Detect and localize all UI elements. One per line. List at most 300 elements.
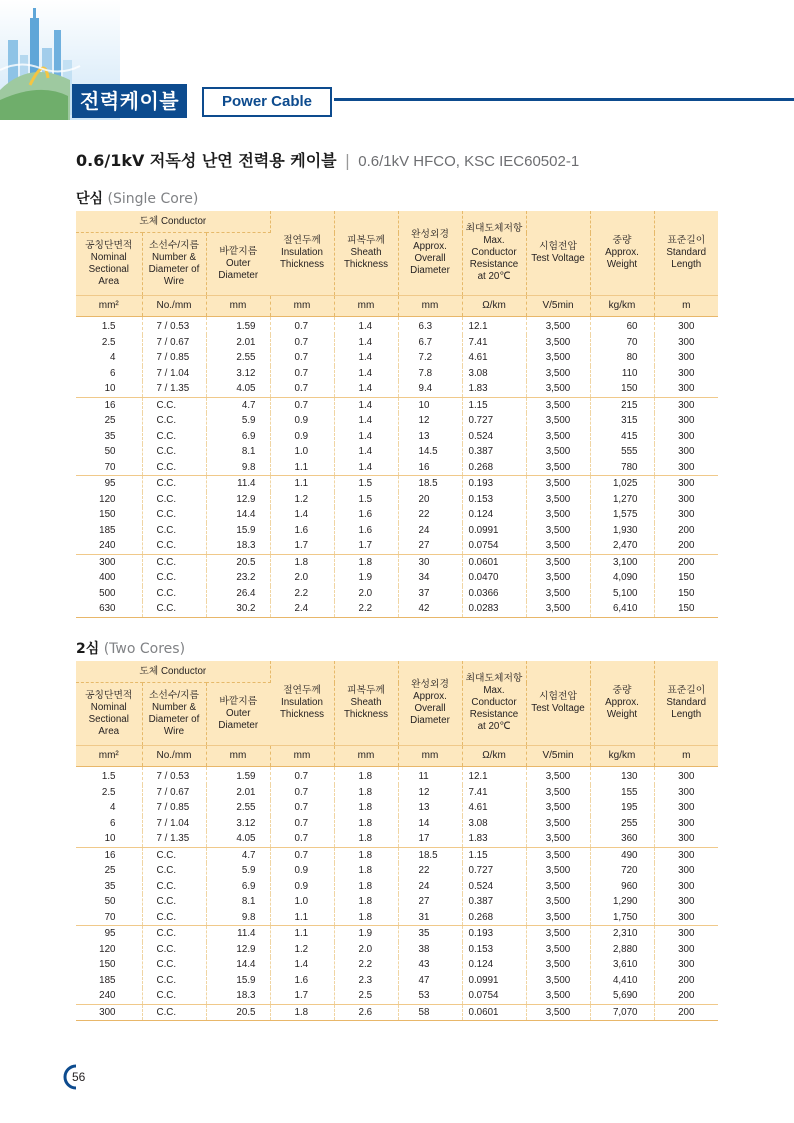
- cell-weight: 1,930: [590, 523, 654, 539]
- section-heading-english: (Two Cores): [103, 641, 186, 657]
- cell-weight: 315: [590, 413, 654, 429]
- cell-test-voltage: 3,500: [526, 523, 590, 539]
- spec-table-single-core: [76, 211, 718, 618]
- cell-insulation: 0.7: [270, 366, 334, 382]
- cell-overall-diameter: 27: [398, 538, 462, 554]
- header-max-conductor-resistance-line: Resistance: [469, 708, 519, 720]
- header-unit: V/5min: [526, 296, 590, 317]
- cell-nominal-area: 10: [76, 381, 142, 397]
- cell-wire: C.C.: [142, 957, 206, 973]
- cell-weight: 960: [590, 879, 654, 895]
- header-number-diameter-wire: [142, 233, 206, 296]
- cell-weight: 555: [590, 444, 654, 460]
- section-heading-korean: 2심: [76, 641, 100, 657]
- cell-outer-diameter: 15.9: [206, 973, 270, 989]
- cell-wire: C.C.: [142, 863, 206, 879]
- table-row: [76, 879, 718, 895]
- cell-resistance: 12.1: [462, 317, 526, 335]
- cell-nominal-area: 35: [76, 879, 142, 895]
- header-test-voltage-line: Test Voltage: [531, 703, 585, 714]
- cell-resistance: 0.193: [462, 926, 526, 942]
- cell-nominal-area: 95: [76, 476, 142, 492]
- cell-weight: 2,470: [590, 538, 654, 554]
- cell-resistance: 0.387: [462, 894, 526, 910]
- cell-test-voltage: 3,500: [526, 554, 590, 570]
- header-overall-diameter-line: Diameter: [410, 714, 450, 726]
- cell-overall-diameter: 7.8: [398, 366, 462, 382]
- table-row: [76, 523, 718, 539]
- cell-nominal-area: 240: [76, 988, 142, 1004]
- header-test-voltage-line: Test Voltage: [531, 253, 585, 264]
- cell-nominal-area: 2.5: [76, 335, 142, 351]
- cell-outer-diameter: 14.4: [206, 507, 270, 523]
- banner-title-korean: 전력케이블: [72, 84, 187, 118]
- cell-outer-diameter: 4.7: [206, 397, 270, 413]
- cell-weight: 6,410: [590, 601, 654, 617]
- cell-outer-diameter: 12.9: [206, 492, 270, 508]
- header-insulation-thickness-line: Insulation: [281, 247, 323, 259]
- cell-nominal-area: 70: [76, 460, 142, 476]
- cell-sheath: 2.5: [334, 988, 398, 1004]
- cell-nominal-area: 300: [76, 554, 142, 570]
- cell-insulation: 1.1: [270, 460, 334, 476]
- cell-nominal-area: 120: [76, 492, 142, 508]
- cell-test-voltage: 3,500: [526, 492, 590, 508]
- cell-insulation: 0.7: [270, 847, 334, 863]
- cell-outer-diameter: 3.12: [206, 366, 270, 382]
- cell-sheath: 1.8: [334, 785, 398, 801]
- cell-insulation: 0.9: [270, 429, 334, 445]
- header-outer-diameter-line: Outer: [225, 258, 251, 270]
- cell-overall-diameter: 13: [398, 429, 462, 445]
- header-insulation-thickness-line: 절연두께: [283, 685, 321, 697]
- cell-sheath: 1.8: [334, 879, 398, 895]
- header-number-diameter-wire-line: Diameter of: [148, 264, 200, 275]
- cell-weight: 7,070: [590, 1004, 654, 1021]
- cell-test-voltage: 3,500: [526, 570, 590, 586]
- header-nominal-sectional-area-line: 공칭단면적: [85, 690, 133, 702]
- header-max-conductor-resistance: [462, 661, 526, 746]
- table-row: [76, 973, 718, 989]
- cell-test-voltage: 3,500: [526, 444, 590, 460]
- table-row: [76, 444, 718, 460]
- header-approx-weight-line: 중량: [612, 235, 632, 247]
- cell-length: 300: [654, 926, 718, 942]
- section-heading-english: (Single Core): [107, 191, 199, 207]
- cell-nominal-area: 6: [76, 816, 142, 832]
- cell-outer-diameter: 9.8: [206, 910, 270, 926]
- cell-insulation: 0.7: [270, 335, 334, 351]
- cell-length: 150: [678, 587, 695, 599]
- cell-sheath: 2.0: [334, 942, 398, 958]
- cell-outer-diameter: 9.8: [206, 460, 270, 476]
- cell-resistance: 0.727: [462, 863, 526, 879]
- cell-nominal-area: 4: [76, 800, 142, 816]
- header-outer-diameter: [206, 683, 270, 746]
- cell-nominal-area: 1.5: [76, 767, 142, 785]
- header-standard-length-line: 표준길이: [667, 235, 706, 247]
- page-title-separator: |: [344, 151, 351, 170]
- cell-weight: 70: [590, 335, 654, 351]
- cell-insulation: 1.0: [270, 894, 334, 910]
- header-number-diameter-wire-line: Wire: [163, 275, 185, 287]
- cell-resistance: 1.83: [462, 831, 526, 847]
- cell-sheath: 1.4: [334, 460, 398, 476]
- header-unit: Ω/km: [462, 296, 526, 317]
- cell-nominal-area: 400: [76, 570, 142, 586]
- cell-resistance: 0.727: [462, 413, 526, 429]
- cell-outer-diameter: 3.12: [206, 816, 270, 832]
- header-max-conductor-resistance: [462, 211, 526, 296]
- cell-length: 300: [678, 352, 695, 364]
- cell-weight: 3,610: [590, 957, 654, 973]
- cell-test-voltage: 3,500: [526, 335, 590, 351]
- cell-sheath: 2.2: [334, 601, 398, 617]
- cell-nominal-area: 4: [76, 350, 142, 366]
- table-row: [76, 894, 718, 910]
- table-row: [76, 366, 718, 382]
- cell-outer-diameter: 8.1: [206, 444, 270, 460]
- cell-test-voltage: 3,500: [526, 538, 590, 554]
- header-outer-diameter-line: 바깥지름: [219, 246, 258, 258]
- cell-sheath: 1.4: [334, 335, 398, 351]
- header-nominal-sectional-area-line: Sectional: [88, 714, 129, 725]
- header-test-voltage-line: 시험전압: [539, 241, 577, 253]
- cell-outer-diameter: 14.4: [206, 957, 270, 973]
- header-nominal-sectional-area-line: Sectional: [88, 264, 129, 275]
- cell-length: 300: [678, 367, 695, 379]
- cell-test-voltage: 3,500: [526, 800, 590, 816]
- cell-sheath: 1.4: [334, 413, 398, 429]
- cell-insulation: 1.4: [270, 507, 334, 523]
- cell-test-voltage: 3,500: [526, 988, 590, 1004]
- cell-outer-diameter: 4.05: [206, 831, 270, 847]
- cell-sheath: 1.4: [334, 444, 398, 460]
- cell-insulation: 1.1: [270, 476, 334, 492]
- cell-sheath: 1.4: [334, 381, 398, 397]
- header-max-conductor-resistance-line: Max.: [483, 235, 505, 247]
- cell-weight: 255: [590, 816, 654, 832]
- cell-insulation: 2.2: [270, 586, 334, 602]
- cell-resistance: 0.268: [462, 910, 526, 926]
- cell-insulation: 0.7: [270, 800, 334, 816]
- cell-overall-diameter: 22: [398, 863, 462, 879]
- header-overall-diameter-line: Approx.: [413, 691, 447, 703]
- header-unit: mm: [334, 296, 398, 317]
- header-standard-length-line: Length: [671, 258, 702, 270]
- cell-length: 200: [678, 990, 695, 1002]
- cell-insulation: 0.9: [270, 863, 334, 879]
- cell-overall-diameter: 24: [398, 879, 462, 895]
- cell-resistance: 0.0366: [462, 586, 526, 602]
- cell-nominal-area: 70: [76, 910, 142, 926]
- cell-length: 300: [678, 786, 695, 798]
- cell-length: 300: [678, 880, 695, 892]
- cell-nominal-area: 95: [76, 926, 142, 942]
- cell-overall-diameter: 42: [398, 601, 462, 617]
- cell-resistance: 0.524: [462, 879, 526, 895]
- cell-sheath: 1.8: [334, 816, 398, 832]
- cell-nominal-area: 185: [76, 523, 142, 539]
- cell-overall-diameter: 35: [398, 926, 462, 942]
- header-insulation-thickness: [270, 661, 334, 746]
- cell-resistance: 1.15: [462, 847, 526, 863]
- header-nominal-sectional-area: [76, 233, 142, 296]
- cell-sheath: 1.8: [334, 831, 398, 847]
- cell-outer-diameter: 4.7: [206, 847, 270, 863]
- table-row: [76, 538, 718, 554]
- cell-test-voltage: 3,500: [526, 973, 590, 989]
- cell-length: 300: [678, 771, 695, 783]
- cell-test-voltage: 3,500: [526, 366, 590, 382]
- header-nominal-sectional-area-line: Nominal: [90, 702, 127, 714]
- header-sheath-thickness-line: 피복두께: [347, 235, 385, 247]
- cell-insulation: 0.7: [270, 317, 334, 335]
- header-approx-weight: [590, 211, 654, 296]
- cell-insulation: 1.2: [270, 942, 334, 958]
- cell-weight: 2,310: [590, 926, 654, 942]
- cell-wire: C.C.: [142, 444, 206, 460]
- section-heading-two-cores: [76, 638, 185, 658]
- table-row: [76, 460, 718, 476]
- cell-length: 300: [678, 896, 695, 908]
- page-number-badge: [62, 1064, 92, 1090]
- cell-outer-diameter: 18.3: [206, 988, 270, 1004]
- header-insulation-thickness-line: 절연두께: [283, 235, 321, 247]
- header-unit: Ω/km: [462, 746, 526, 767]
- cell-overall-diameter: 14: [398, 816, 462, 832]
- cell-sheath: 1.8: [334, 863, 398, 879]
- header-max-conductor-resistance-line: Conductor: [471, 247, 517, 259]
- cell-sheath: 1.9: [334, 570, 398, 586]
- cell-sheath: 2.0: [334, 586, 398, 602]
- cell-length: 300: [678, 383, 695, 395]
- cell-overall-diameter: 38: [398, 942, 462, 958]
- table-row: [76, 476, 718, 492]
- cell-overall-diameter: 9.4: [398, 381, 462, 397]
- cell-nominal-area: 25: [76, 413, 142, 429]
- header-max-conductor-resistance-line: Conductor: [471, 697, 517, 709]
- header-nominal-sectional-area-line: Area: [98, 725, 120, 737]
- cell-resistance: 12.1: [462, 767, 526, 785]
- cell-wire: 7 / 1.35: [142, 381, 206, 397]
- table-row: [76, 816, 718, 832]
- cell-outer-diameter: 20.5: [206, 1004, 270, 1021]
- cell-outer-diameter: 2.01: [206, 335, 270, 351]
- table-row: [76, 492, 718, 508]
- cell-weight: 4,410: [590, 973, 654, 989]
- cell-resistance: 4.61: [462, 800, 526, 816]
- header-conductor-group: 도체 Conductor: [76, 661, 270, 683]
- cell-resistance: 0.0754: [462, 538, 526, 554]
- cell-weight: 1,290: [590, 894, 654, 910]
- cell-length: 300: [678, 461, 695, 473]
- header-unit: No./mm: [142, 296, 206, 317]
- cell-test-voltage: 3,500: [526, 957, 590, 973]
- cell-wire: C.C.: [142, 413, 206, 429]
- table-row: [76, 570, 718, 586]
- header-approx-weight: [590, 661, 654, 746]
- cell-nominal-area: 150: [76, 507, 142, 523]
- header-max-conductor-resistance-line: 최대도체저항: [465, 673, 523, 685]
- header-conductor-group: 도체 Conductor: [76, 211, 270, 233]
- cell-overall-diameter: 12: [398, 413, 462, 429]
- header-number-diameter-wire-line: 소선수/지름: [148, 690, 200, 702]
- cell-insulation: 1.0: [270, 444, 334, 460]
- cell-overall-diameter: 18.5: [398, 847, 462, 863]
- cell-wire: C.C.: [142, 507, 206, 523]
- cell-resistance: 0.0991: [462, 973, 526, 989]
- cell-length: 200: [678, 524, 695, 536]
- header-nominal-sectional-area-line: Nominal: [90, 252, 127, 264]
- header-insulation-thickness: [270, 211, 334, 296]
- cell-resistance: 7.41: [462, 785, 526, 801]
- cell-overall-diameter: 6.3: [398, 317, 462, 335]
- cell-wire: C.C.: [142, 492, 206, 508]
- header-approx-weight-line: Weight: [606, 708, 638, 720]
- cell-sheath: 1.4: [334, 350, 398, 366]
- cell-sheath: 1.6: [334, 507, 398, 523]
- cell-sheath: 1.6: [334, 523, 398, 539]
- header-sheath-thickness-line: Sheath: [350, 697, 382, 709]
- cell-sheath: 1.4: [334, 317, 398, 335]
- cell-test-voltage: 3,500: [526, 879, 590, 895]
- cell-test-voltage: 3,500: [526, 926, 590, 942]
- cell-insulation: 0.9: [270, 879, 334, 895]
- cell-weight: 5,100: [590, 586, 654, 602]
- header-overall-diameter: [398, 211, 462, 296]
- cell-insulation: 1.2: [270, 492, 334, 508]
- cell-resistance: 0.387: [462, 444, 526, 460]
- cell-test-voltage: 3,500: [526, 601, 590, 617]
- cell-resistance: 0.0601: [462, 554, 526, 570]
- cell-test-voltage: 3,500: [526, 397, 590, 413]
- header-number-diameter-wire: [142, 683, 206, 746]
- cell-insulation: 0.7: [270, 785, 334, 801]
- table-row: [76, 847, 718, 863]
- header-number-diameter-wire-line: Wire: [163, 725, 185, 737]
- cell-wire: 7 / 1.35: [142, 831, 206, 847]
- cell-outer-diameter: 5.9: [206, 413, 270, 429]
- cell-wire: C.C.: [142, 910, 206, 926]
- header-unit: mm: [206, 296, 270, 317]
- header-max-conductor-resistance-line: 최대도체저항: [465, 223, 523, 235]
- cell-insulation: 2.0: [270, 570, 334, 586]
- cell-weight: 780: [590, 460, 654, 476]
- cell-overall-diameter: 22: [398, 507, 462, 523]
- header-number-diameter-wire-line: Number &: [151, 702, 197, 714]
- cell-overall-diameter: 24: [398, 523, 462, 539]
- cell-wire: C.C.: [142, 460, 206, 476]
- header-unit: mm: [398, 746, 462, 767]
- cell-test-voltage: 3,500: [526, 894, 590, 910]
- cell-resistance: 0.0283: [462, 601, 526, 617]
- header-overall-diameter-line: 완성외경: [411, 229, 449, 241]
- header-outer-diameter-line: Outer: [225, 708, 251, 720]
- cell-length: 300: [678, 336, 695, 348]
- table-row: [76, 767, 718, 785]
- cell-insulation: 0.7: [270, 381, 334, 397]
- cell-outer-diameter: 2.01: [206, 785, 270, 801]
- cell-resistance: 4.61: [462, 350, 526, 366]
- cell-length: 300: [678, 509, 695, 521]
- page-title-english: 0.6/1kV HFCO, KSC IEC60502-1: [358, 153, 580, 170]
- cell-length: 300: [678, 959, 695, 971]
- cell-overall-diameter: 12: [398, 785, 462, 801]
- table-row: [76, 317, 718, 335]
- header-sheath-thickness-line: Thickness: [343, 258, 389, 270]
- table-row: [76, 586, 718, 602]
- header-standard-length-line: 표준길이: [667, 685, 706, 697]
- page-title-korean: 0.6/1kV 저독성 난연 전력용 케이블: [76, 151, 337, 170]
- cell-test-voltage: 3,500: [526, 767, 590, 785]
- cell-weight: 2,880: [590, 942, 654, 958]
- header-number-diameter-wire-line: Number &: [151, 252, 197, 264]
- cell-resistance: 0.0601: [462, 1004, 526, 1021]
- cell-nominal-area: 2.5: [76, 785, 142, 801]
- header-unit: mm²: [76, 296, 142, 317]
- cell-nominal-area: 50: [76, 894, 142, 910]
- cell-overall-diameter: 17: [398, 831, 462, 847]
- cell-test-voltage: 3,500: [526, 942, 590, 958]
- header-overall-diameter-line: Overall: [414, 703, 446, 714]
- cell-outer-diameter: 1.59: [206, 317, 270, 335]
- header-unit: kg/km: [590, 746, 654, 767]
- cell-insulation: 0.7: [270, 831, 334, 847]
- header-approx-weight-line: Approx.: [605, 247, 639, 259]
- cell-wire: 7 / 0.85: [142, 350, 206, 366]
- table-row: [76, 988, 718, 1004]
- cell-wire: C.C.: [142, 586, 206, 602]
- table-row: [76, 831, 718, 847]
- cell-nominal-area: 630: [76, 601, 142, 617]
- header-number-diameter-wire-line: 소선수/지름: [148, 240, 200, 252]
- cell-overall-diameter: 14.5: [398, 444, 462, 460]
- cell-outer-diameter: 11.4: [206, 476, 270, 492]
- cell-wire: C.C.: [142, 397, 206, 413]
- cell-resistance: 0.153: [462, 942, 526, 958]
- cell-sheath: 1.9: [334, 926, 398, 942]
- header-outer-diameter-line: Diameter: [218, 269, 259, 281]
- table-row: [76, 601, 718, 617]
- header-overall-diameter: [398, 661, 462, 746]
- cell-overall-diameter: 31: [398, 910, 462, 926]
- cell-weight: 5,690: [590, 988, 654, 1004]
- cell-test-voltage: 3,500: [526, 460, 590, 476]
- cell-resistance: 0.124: [462, 507, 526, 523]
- cell-test-voltage: 3,500: [526, 863, 590, 879]
- cell-sheath: 1.4: [334, 397, 398, 413]
- cell-resistance: 0.124: [462, 957, 526, 973]
- cell-resistance: 0.268: [462, 460, 526, 476]
- cell-outer-diameter: 6.9: [206, 879, 270, 895]
- cell-nominal-area: 240: [76, 538, 142, 554]
- cell-wire: C.C.: [142, 942, 206, 958]
- cell-overall-diameter: 13: [398, 800, 462, 816]
- cell-sheath: 1.7: [334, 538, 398, 554]
- cell-length: 300: [678, 865, 695, 877]
- cell-resistance: 1.15: [462, 397, 526, 413]
- cell-weight: 130: [590, 767, 654, 785]
- cell-weight: 150: [590, 381, 654, 397]
- table-row: [76, 413, 718, 429]
- cell-wire: C.C.: [142, 847, 206, 863]
- header-unit: V/5min: [526, 746, 590, 767]
- header-nominal-sectional-area-line: Area: [98, 275, 120, 287]
- header-standard-length-line: Standard: [666, 247, 707, 259]
- cell-wire: 7 / 0.53: [142, 317, 206, 335]
- cell-length: 300: [678, 321, 695, 333]
